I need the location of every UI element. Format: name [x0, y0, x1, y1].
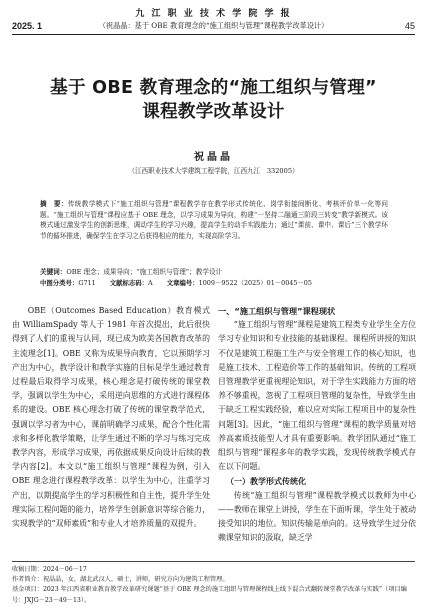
- year-issue: 2025. 1: [12, 21, 43, 31]
- abstract: [40, 199, 388, 241]
- clc-label: 中图分类号：: [40, 279, 79, 287]
- funding-label: 基金项目：: [12, 586, 43, 594]
- doc-code-label: 文献标志码：: [109, 279, 149, 287]
- article-no-label: 文章编号：: [166, 279, 199, 287]
- footnote-rule: [12, 561, 415, 562]
- title-line-2: 课程教学改革设计: [142, 102, 285, 122]
- author-bio-line: [12, 575, 415, 585]
- author-affiliation: （江西职业技术大学建筑工程学院，江西九江 332005）: [128, 167, 299, 175]
- clc-value: G711: [78, 279, 96, 287]
- section-heading: 一、“施工组织与管理”课程现状: [218, 306, 336, 316]
- doc-code-value: A: [148, 279, 153, 287]
- page-number: 45: [404, 21, 415, 31]
- section-paragraph-1: “施工组织与管理”课程是建筑工程类专业学生全方位学习专业知识和专业技能的基础课程。课程所讲授的知识不仅是建筑工程施工生产与安全管理工作的核心知识，也是施工技术、工程造价等工作的基础知识。传统的工程项目管理教学更重视理论知识，对于学生实践能力方面的培养不够重视，忽视了工程项目管理的复杂性，导致学生由于缺乏工程实践经验，难以应对实际工程项目中的复杂性问题[3]。因此，“施工组织与管理”课程的教学质量对培养高素质技能型人才具有重要影响。教学团队通过“施工组织与管理”课程多年的教学实践，发现传统教学模式存在以下问题。: [218, 320, 416, 472]
- abstract-label: 摘 要：: [40, 200, 68, 208]
- header-rule: [12, 34, 415, 35]
- right-column: [218, 304, 416, 545]
- intro-paragraph: OBE（Outcomes Based Education）教育模式由 WilliamSpady 等人于 1981 年首次提出，此后很快得到了人们的重视与认同，现已成为欧美各国教育改革的主流理念[1]。OBE 又称为成果导向教育，它以预期学习产出为中心，教学设计和教学实施的目标是学生通过教育过程最后取得学习成果，核心理念是打破传统的课堂教学，强调以学生为中心，采用逆向思维的方式进行课程体系的建设。OBE 核心理念打破了传统的课堂教学范式，强调以学习者为中心，课前明确学习成果，配合个性化需求和多样化教学策略，让学生通过不断的学习与练习完成教学内容，形成学习成果，再依据成果反向设计后续的教学内容[2]。本文以“施工组织与管理”课程为例，引入 OBE 理念进行课程教学改革：以学生为中心，注重学习产出，以期提高学生的学习积极性和自主性，提升学生处理实际工程问题的能力，培养学生创新意识等综合能力，实现教学的“双师素质”和专业人才培养质量的双提升。: [12, 306, 210, 529]
- funding-text: 2023 年江西省职业教育教学改革研究课题“基于 OBE 理念的施工组织与管理课程线上线下混合式翻转课堂教学改革与实践”（项目编号：JXJG－23－49－13）。: [12, 586, 407, 604]
- footnote: [12, 565, 415, 606]
- received-label: 收稿日期：: [12, 566, 43, 573]
- left-column: [12, 304, 210, 531]
- article-no-value: 1009－9522（2025）01－0045－05: [198, 279, 312, 287]
- running-title: （祝晶晶：基于 OBE 教育理念的“施工组织与管理”课程教学改革设计）: [98, 21, 329, 30]
- journal-name: 九 江 职 业 技 术 学 院 学 报: [135, 9, 292, 19]
- article-title: [0, 76, 427, 124]
- classification-line: [40, 278, 388, 287]
- author-bio-label: 作者简介：: [12, 576, 43, 584]
- received-line: [12, 565, 415, 575]
- keywords: [40, 266, 388, 276]
- author-bio: 祝晶晶，女，湖北武汉人，硕士，讲师，研究方向为建筑工程管理。: [42, 576, 229, 584]
- section-paragraph-2: 传统“施工组织与管理”课程教学模式以教师为中心——教师在课堂上讲授，学生在下面听课，学生处于被动接受知识的地位。知识传输是单向的。这导致学生过分依赖课堂知识的汲取，缺乏学: [218, 490, 416, 543]
- subsection-heading: （一）教学形式传统化: [226, 476, 306, 487]
- title-line-1: 基于 OBE 教育理念的“施工组织与管理”: [50, 78, 377, 98]
- abstract-text: 传统教学模式下“施工组织与管理”课程教学存在教学形式传统化、岗学衔接间断化、考核评价单一化等问题。“施工组织与管理”课程应基于 OBE 理念，以学习成果为导向，构建“一坚持二融通三阶段三转变”教学新模式。该模式通过激发学生的创新思维，调动学生的学习兴趣，提高学生的动手实践能力；通过“课前、课中、课后”三个教学环节的循环推进，确保学生在学习之后获得相应的能力，实现高阶学习。: [40, 200, 388, 240]
- keywords-label: 关键词：: [40, 268, 67, 276]
- funding-line: [12, 585, 415, 605]
- author-name: 祝晶晶: [194, 152, 233, 163]
- keywords-text: OBE 理念；成果导向；“施工组织与管理”；教学设计: [66, 268, 223, 276]
- received-date: 2024－06－17: [42, 566, 87, 573]
